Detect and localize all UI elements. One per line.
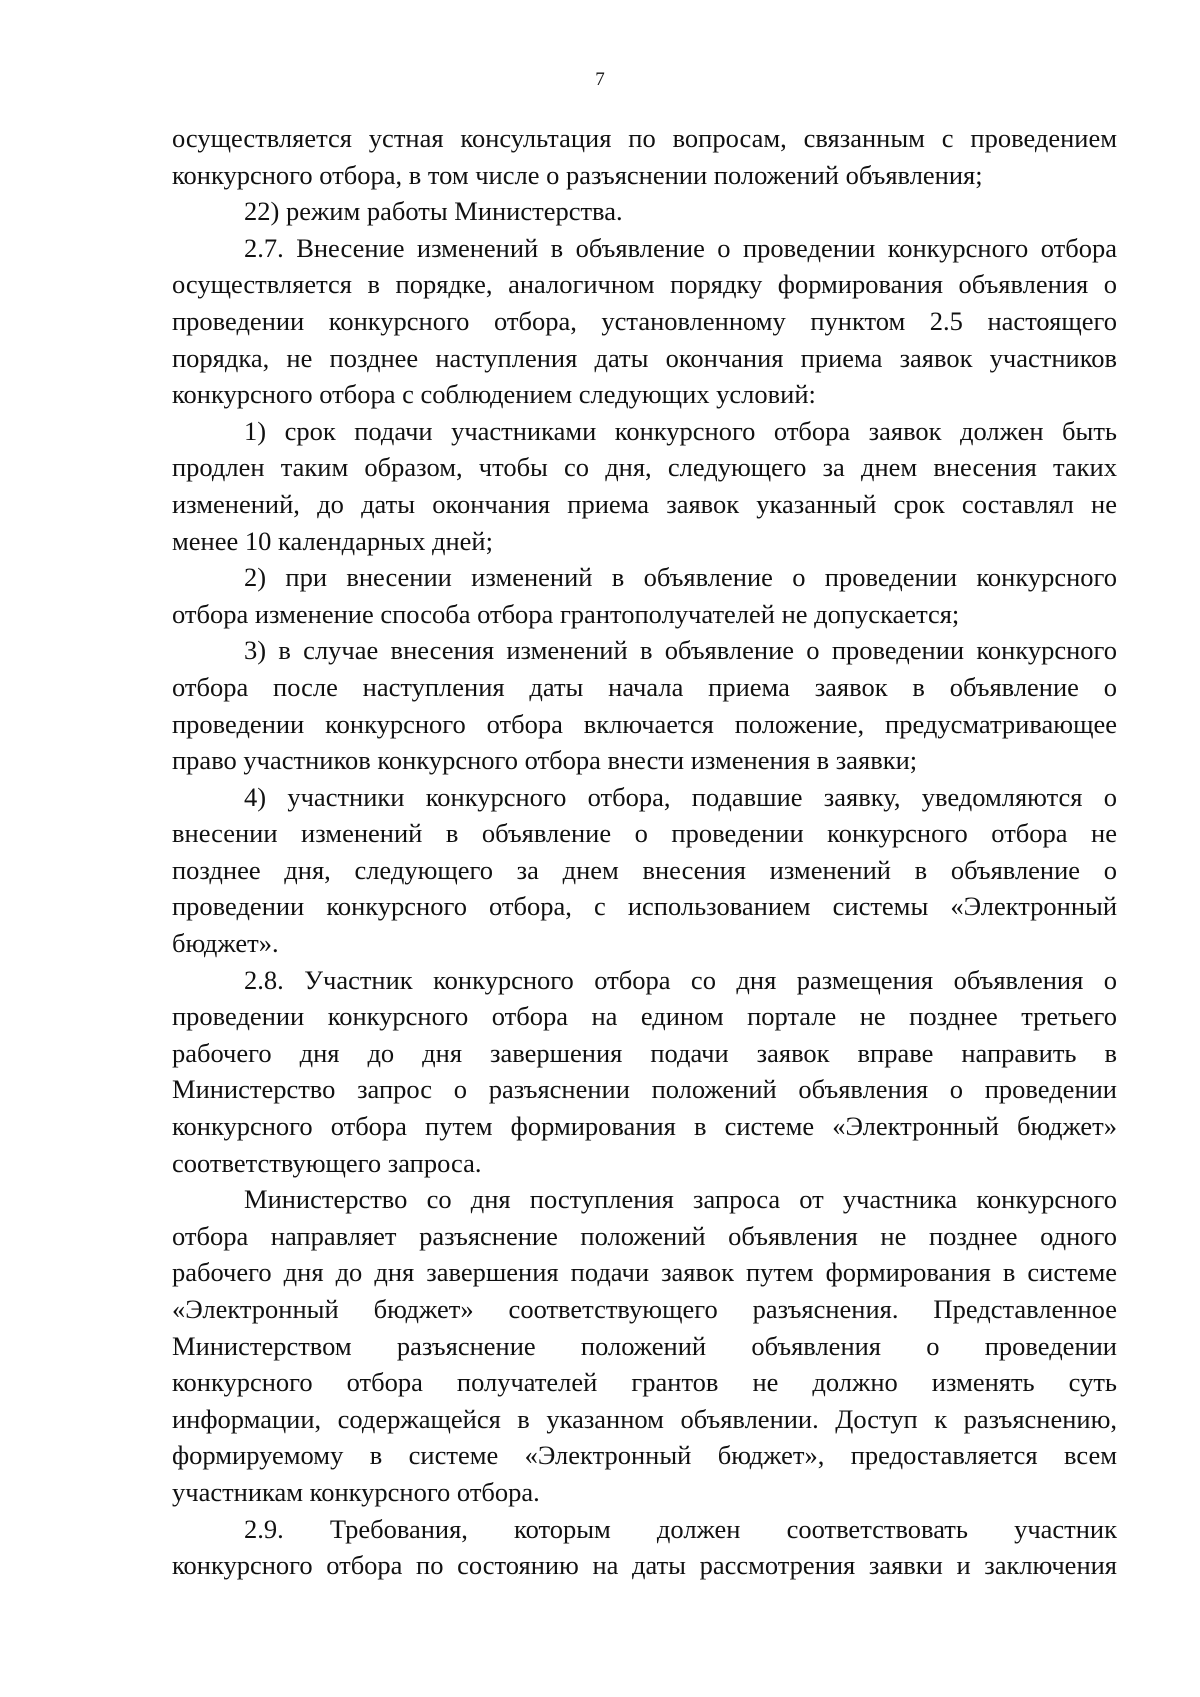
text-line: менее 10 календарных дней; (172, 525, 493, 556)
text-line: бюджет». (172, 928, 279, 959)
text-line: 22) режим работы Министерства. (244, 196, 623, 227)
text-line: отбора изменение способа отбора грантополучателей не допускается; (172, 598, 960, 629)
text-line: рабочего дня до дня завершения подачи заявок вправе направить в (172, 1037, 1117, 1068)
text-line: участникам конкурсного отбора. (172, 1476, 540, 1507)
text-line: 4) участники конкурсного отбора, подавшие заявку, уведомляются о (244, 781, 1117, 812)
text-line: проведении конкурсного отбора на едином портале не позднее третьего (172, 1001, 1117, 1032)
text-line: проведении конкурсного отбора включается положение, предусматривающее (172, 708, 1117, 739)
text-line: 1) срок подачи участниками конкурсного отбора заявок должен быть (244, 415, 1117, 446)
text-line: Министерством разъяснение положений объявления о проведении (172, 1330, 1117, 1361)
text-line: 2.8. Участник конкурсного отбора со дня размещения объявления о (244, 964, 1117, 995)
text-line: позднее дня, следующего за днем внесения изменений в объявление о (172, 854, 1117, 885)
text-line: осуществляется устная консультация по вопросам, связанным с проведением (172, 123, 1117, 153)
text-line: изменений, до даты окончания приема заявок указанный срок составлял не (172, 488, 1117, 519)
text-line: формируемому в системе «Электронный бюджет», предоставляется всем (172, 1440, 1117, 1471)
text-line: «Электронный бюджет» соответствующего разъяснения. Представленное (172, 1294, 1117, 1324)
text-line: отбора после наступления даты начала приема заявок в объявление о (172, 671, 1117, 702)
text-line: отбора направляет разъяснение положений объявления не позднее одного (172, 1220, 1117, 1251)
text-line: осуществляется в порядке, аналогичном порядку формирования объявления о (172, 269, 1117, 300)
text-line: конкурсного отбора с соблюдением следующих условий: (172, 379, 816, 410)
text-line: внесении изменений в объявление о проведении конкурсного отбора не (172, 818, 1117, 849)
text-line: право участников конкурсного отбора внести изменения в заявки; (172, 745, 918, 776)
text-line: проведении конкурсного отбора, установленному пунктом 2.5 настоящего (172, 305, 1117, 336)
text-line: соответствующего запроса. (172, 1147, 482, 1178)
document-body (172, 120, 1117, 1584)
text-line: конкурсного отбора получателей грантов не должно изменять суть (172, 1367, 1117, 1398)
text-line: конкурсного отбора, в том числе о разъяснении положений объявления; (172, 159, 983, 190)
text-line: 2) при внесении изменений в объявление о проведении конкурсного (244, 562, 1117, 593)
text-line: конкурсного отбора по состоянию на даты рассмотрения заявки и заключения (172, 1550, 1117, 1581)
text-line: Министерство запрос о разъяснении положений объявления о проведении (172, 1074, 1117, 1105)
text-line: 2.9. Требования, которым должен соответствовать участник (244, 1513, 1117, 1544)
text-line: рабочего дня до дня завершения подачи заявок путем формирования в системе (172, 1257, 1117, 1288)
text-line: конкурсного отбора путем формирования в системе «Электронный бюджет» (172, 1111, 1117, 1142)
text-line: продлен таким образом, чтобы со дня, следующего за днем внесения таких (172, 452, 1117, 483)
text-line: 2.7. Внесение изменений в объявление о проведении конкурсного отбора (244, 232, 1117, 263)
page-number: 7 (595, 69, 605, 90)
text-line: информации, содержащейся в указанном объявлении. Доступ к разъяснению, (172, 1403, 1117, 1434)
text-line: проведении конкурсного отбора, с использованием системы «Электронный (172, 891, 1117, 922)
text-line: Министерство со дня поступления запроса от участника конкурсного (244, 1184, 1117, 1215)
text-line: 3) в случае внесения изменений в объявление о проведении конкурсного (244, 635, 1117, 666)
text-line: порядка, не позднее наступления даты окончания приема заявок участников (172, 342, 1117, 373)
